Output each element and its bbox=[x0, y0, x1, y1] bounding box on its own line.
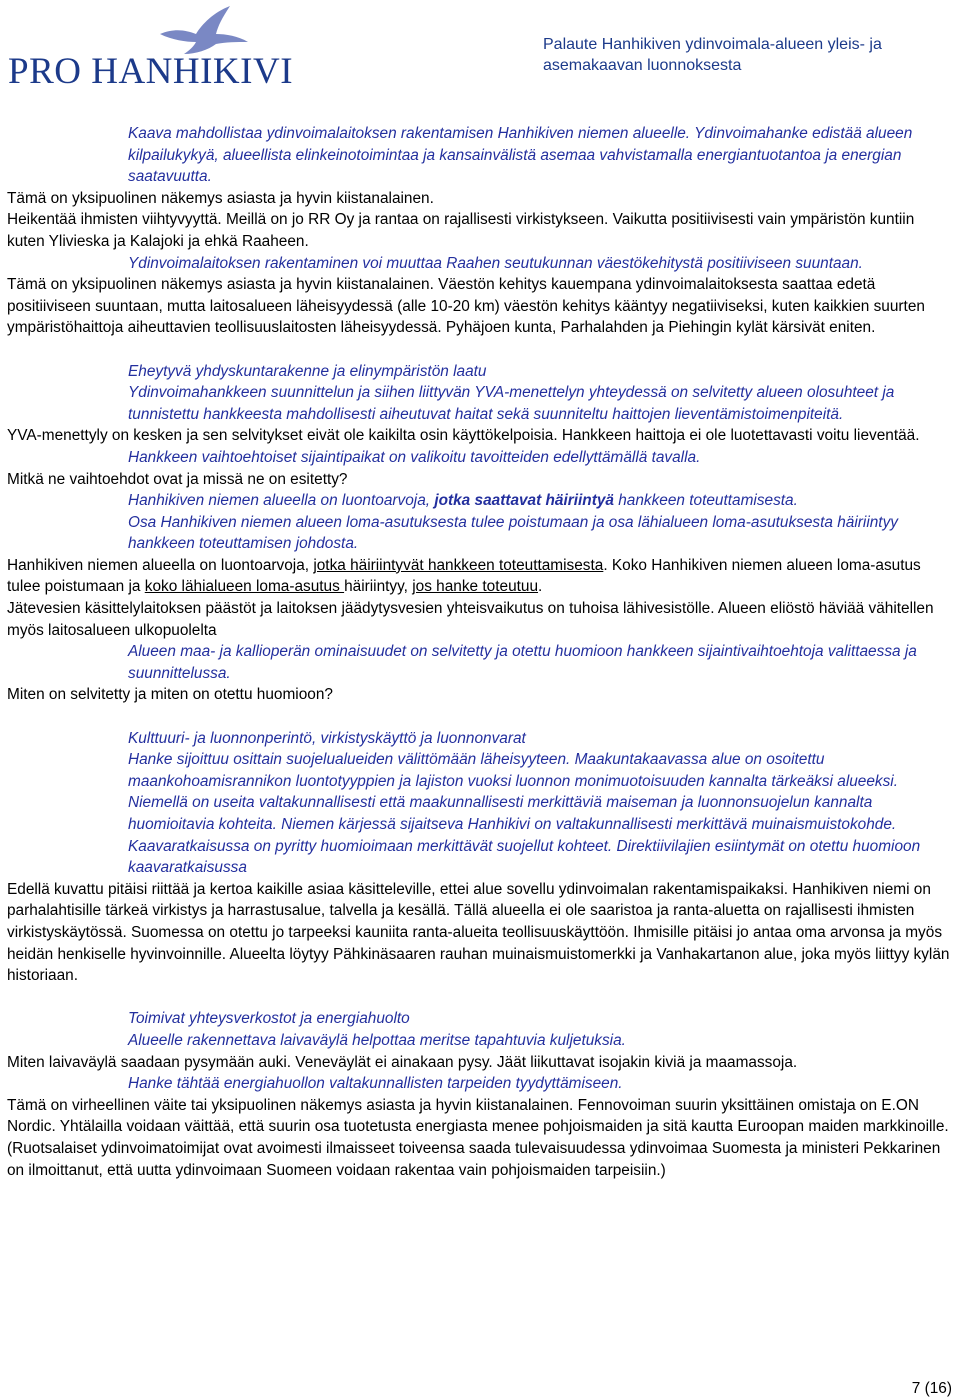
underlined-text: jos hanke toteutuu bbox=[412, 578, 539, 596]
pro-hanhikivi-logo bbox=[6, 4, 316, 92]
response-text: Hanhikiven niemen alueella on luontoarvoja, bbox=[7, 556, 314, 574]
response-paragraph: Tämä on yksipuolinen näkemys asiasta ja hyvin kiistanalainen. bbox=[7, 189, 434, 207]
document-title bbox=[543, 34, 953, 76]
quote-paragraph: Hankkeen vaihtoehtoiset sijaintipaikat on valikoitu tavoitteiden edellyttämällä tavalla. bbox=[128, 448, 701, 466]
response-paragraph: Heikentää ihmisten viihtyvyyttä. Meillä on jo RR Oy ja rantaa on rajallisesti virkistykseen. Vaikutta positiivisesti vain ympäristön kuntiin kuten Ylivieska ja Kalajoki ja ehkä Raaheen. bbox=[7, 211, 915, 250]
response-paragraph: Tämä on virheellinen väite tai yksipuolinen näkemys asiasta ja hyvin kiistanalainen. Fennovoiman suurin yksittäinen omistaja on E.ON Nordic. Yhtälailla voidaan väittää, että suurin osa tuotetusta energiasta menee pohjoismaiden ja sitä kautta Euroopan maiden markkinoille. (Ruotsalaiset ydinvoimatoimijat ovat avoimesti ilmaisseet toiveensa saada tulevaisuudessa ydinvoimaa Suomesta ja ministeri Pekkarinen on ilmoittanut, että uutta ydinvoimaan Suomeen voidaan rakentaa vain pohjoismaiden tarpeisiin.) bbox=[7, 1096, 949, 1179]
section-heading: Kulttuuri- ja luonnonperintö, virkistyskäyttö ja luonnonvarat bbox=[128, 729, 526, 747]
underlined-text: jotka häiriintyvät hankkeen toteuttamisesta bbox=[313, 556, 604, 574]
quote-paragraph: Ydinvoimalaitoksen rakentaminen voi muuttaa Raahen seutukunnan väestökehitystä positiiviseen suuntaan. bbox=[128, 254, 863, 272]
page-number: 7 (16) bbox=[911, 1380, 952, 1397]
spacer bbox=[7, 706, 953, 728]
response-paragraph: Miten laivaväylä saadaan pysymään auki. Veneväylät ei ainakaan pysy. Jäät liikuttavat isojakin kiviä ja maamassoja. bbox=[7, 1053, 798, 1071]
section-heading: Toimivat yhteysverkostot ja energiahuolto bbox=[128, 1010, 410, 1028]
response-paragraph: Edellä kuvattu pitäisi riittää ja kertoa kaikille asiaa käsitteleville, ettei alue sovellu ydinvoimalan rakentamispaikaksi. Hanhikiven niemi on parhalahtisille tärkeä virkistys ja harrastusalue, talvella ja kesällä. Tällä alueella ei ole saaristoa ja ranta-aluetta on rajallisesti ihmisten virkistyskäytössä. Suomessa on otettu jo tarpeeksi kauniita ranta-alueita teollisuuskäyttöön. Ihmisille pitäisi jo antaa oma arvonsa ja myös heidän henkiselle hyvinvoinnille. Alueelta löytyy Pähkinäsaaren rauhan muinaismuistomerkki ja Vanhakartanon alue, joka myös liittyy kylän historiaan. bbox=[7, 880, 950, 985]
quote-paragraph: Hanke tähtää energiahuollon valtakunnallisten tarpeiden tyydyttämiseen. bbox=[128, 1075, 623, 1093]
quote-paragraph bbox=[7, 490, 953, 512]
quote-paragraph: Kaava mahdollistaa ydinvoimalaitoksen rakentamisen Hanhikiven niemen alueelle. Ydinvoimahanke edistää alueen kilpailukykyä, alueellista elinkeinotoimintaa ja kansainvälistä asemaa vahvistamalla energiantuotantoa ja energian saatavuutta. bbox=[128, 125, 913, 186]
logo-text: PRO HANHIKIVI bbox=[8, 51, 294, 92]
quote-paragraph: Alueen maa- ja kallioperän ominaisuudet on selvitetty ja otettu huomioon hankkeen sijaintivaihtoehtoja valittaessa ja suunnittelussa. bbox=[128, 643, 917, 682]
document-title-line-1: Palaute Hanhikiven ydinvoimala-alueen yleis- ja bbox=[543, 36, 882, 53]
response-text: . bbox=[538, 578, 543, 596]
quote-paragraph: Ydinvoimahankkeen suunnittelun ja siihen liittyvän YVA-menettelyn yhteydessä on selvitetty alueen olosuhteet ja tunnistettu hankkeesta mahdollisesti aiheutuvat haitat sekä suunniteltu haittojen lieventämistoimenpiteitä. bbox=[128, 384, 895, 423]
response-paragraph: Miten on selvitetty ja miten on otettu huomioon? bbox=[7, 686, 333, 704]
quote-paragraph: Alueelle rakennettava laivaväylä helpottaa meritse tapahtuvia kuljetuksia. bbox=[128, 1031, 626, 1049]
spacer bbox=[7, 339, 953, 361]
spacer bbox=[7, 987, 953, 1009]
response-text: häiriintyy, bbox=[344, 578, 413, 596]
response-paragraph: Mitkä ne vaihtoehdot ovat ja missä ne on esitetty? bbox=[7, 470, 348, 488]
response-text: . Koko Hanhikiven niemen alueen loma-asutus tulee poistumaan ja bbox=[7, 556, 921, 596]
quote-text: hankkeen toteuttamisesta. bbox=[613, 492, 798, 510]
response-paragraph bbox=[7, 555, 953, 598]
underlined-text: koko lähialueen loma-asutus bbox=[144, 578, 345, 596]
response-paragraph: YVA-menettyly on kesken ja sen selvitykset eivät ole kaikilta osin käyttökelpoisia. Hankkeen haittoja ei ole luotettavasti voitu lieventää. bbox=[7, 427, 920, 445]
response-paragraph: Jätevesien käsittelylaitoksen päästöt ja laitoksen jäädytysvesien yhteisvaikutus on tuhoisa lähivesistölle. Alueen eliöstö häviää vähitellen myös laitosalueen ulkopuolelta bbox=[7, 600, 934, 639]
flying-goose-icon bbox=[156, 4, 252, 56]
quote-paragraph: Hanke sijoittuu osittain suojelualueiden välittömään läheisyyteen. Maakuntakaavassa alue on osoitettu maankohoamisrannikon luontotyyppien ja lajiston vuoksi luonnon monimuotoisuuden kannalta tärkeäksi alueeksi. Niemellä on useita valtakunnallisesti että maakunnallisesti merkittäviä maiseman ja luonnonsuojelun kannalta huomioitavia kohteita. Niemen kärjessä sijaitseva Hanhikivi on valtakunnallisesti merkittävä muinaismuistokohde. Kaavaratkaisussa on pyritty huomioimaan merkittävät suojellut kohteet. Direktiivilajien esiintymät on otettu huomioon kaavaratkaisussa bbox=[128, 751, 921, 877]
document-body bbox=[7, 123, 953, 1181]
document-title-line-2: asemakaavan luonnoksesta bbox=[543, 57, 742, 74]
section-heading: Eheytyvä yhdyskuntarakenne ja elinympäristön laatu bbox=[128, 362, 487, 380]
quote-paragraph: Osa Hanhikiven niemen alueen loma-asutuksesta tulee poistumaan ja osa lähialueen loma-asutuksesta häiriintyy hankkeen toteuttamisen johdosta. bbox=[128, 513, 898, 553]
response-paragraph: Tämä on yksipuolinen näkemys asiasta ja hyvin kiistanalainen. Väestön kehitys kauempana ydinvoimalaitoksesta saattaa edetä positiiviseen suuntaan, mutta laitosalueen läheisyydessä (alle 10-20 km) väestön kehitys kääntyy negatiiviseksi, kuten kaikkien suurten ympäristöhaittoja aiheuttavien teollisuuslaitosten läheisyydessä. Pyhäjoen kunta, Parhalahden ja Piehingin kylät kärsivät eniten. bbox=[7, 276, 925, 337]
page-header bbox=[0, 0, 960, 100]
quote-emphasis: jotka saattavat häiriintyä bbox=[434, 492, 614, 510]
quote-text: Hanhikiven niemen alueella on luontoarvoja, bbox=[128, 492, 435, 510]
